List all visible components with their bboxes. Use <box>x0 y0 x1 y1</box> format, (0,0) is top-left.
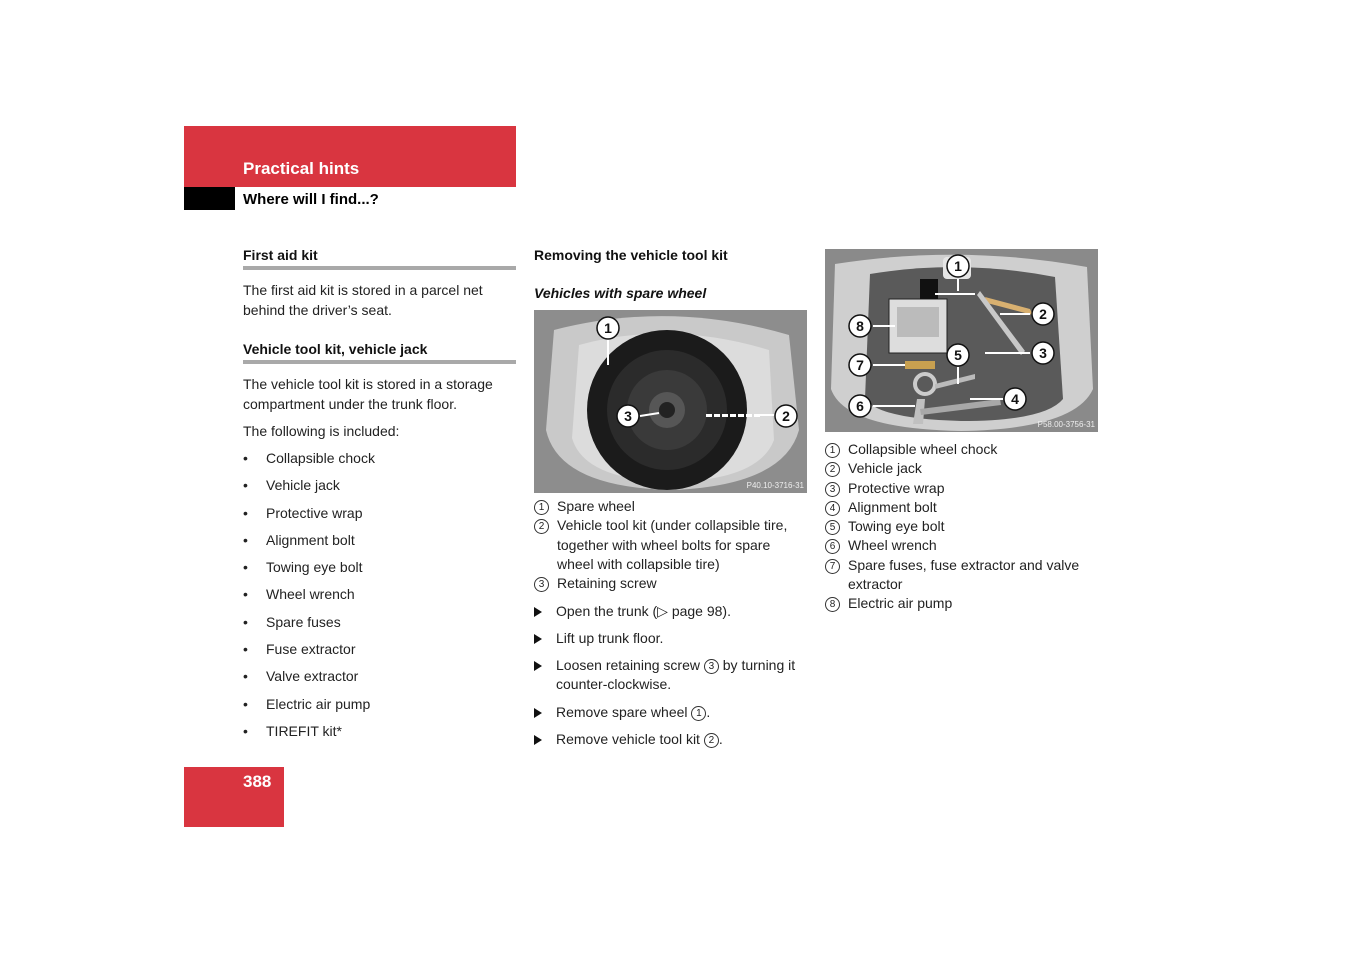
legend-text: Spare wheel <box>557 498 635 514</box>
callout-number: 3 <box>704 659 719 674</box>
legend-text: Electric air pump <box>848 595 953 612</box>
section-title: Practical hints <box>243 159 360 178</box>
included-list <box>243 450 516 750</box>
svg-text:1: 1 <box>954 258 962 274</box>
step-arrow-icon <box>534 735 542 745</box>
callout-number: 2 <box>534 519 549 534</box>
svg-text:7: 7 <box>856 357 864 373</box>
callout-number: 7 <box>825 559 840 574</box>
first-aid-heading: First aid kit <box>243 247 318 263</box>
list-item: • Collapsible chock <box>243 450 516 477</box>
step-arrow-icon <box>534 634 542 644</box>
step-arrow-icon <box>534 661 542 671</box>
image-code: P40.10-3716-31 <box>746 481 804 490</box>
list-item: • Valve extractor <box>243 668 516 695</box>
header-marker <box>184 187 235 210</box>
callout-number: 1 <box>825 443 840 458</box>
legend-text: Vehicle tool kit (under collapsible tire, together with wheel bolts for spare wheel with collapsible tire) <box>557 517 788 572</box>
callout-number: 4 <box>825 501 840 516</box>
legend-text: Retaining screw <box>557 575 657 592</box>
legend-item <box>825 459 1098 478</box>
callout-number: 2 <box>704 733 719 748</box>
svg-text:2: 2 <box>782 408 790 424</box>
svg-text:4: 4 <box>1011 391 1019 407</box>
callout-number: 5 <box>825 520 840 535</box>
step-text: Remove vehicle tool kit 2 . <box>556 731 723 747</box>
step-item <box>534 703 807 722</box>
step-arrow-icon <box>534 708 542 718</box>
list-item: • TIREFIT kit* <box>243 723 516 750</box>
svg-text:3: 3 <box>1039 345 1047 361</box>
legend-item <box>534 516 807 574</box>
legend-text: Vehicle jack <box>848 460 922 477</box>
first-aid-text: The first aid kit is stored in a parcel net behind the driver’s seat. <box>243 282 483 318</box>
heading-rule <box>243 360 516 364</box>
toolkit-text: The vehicle tool kit is stored in a storage compartment under the trunk floor. <box>243 376 493 412</box>
legend-item <box>825 498 1098 517</box>
legend-item <box>825 479 1098 498</box>
step-text: Open the trunk (▷ page 98). <box>556 603 731 619</box>
tool-kit-legend <box>825 440 1098 614</box>
list-item: • Fuse extractor <box>243 641 516 668</box>
svg-text:3: 3 <box>624 408 632 424</box>
list-item: • Spare fuses <box>243 614 516 641</box>
svg-text:5: 5 <box>954 347 962 363</box>
removal-subheading: Vehicles with spare wheel <box>534 285 707 301</box>
removal-heading: Removing the vehicle tool kit <box>534 247 728 263</box>
list-item: • Alignment bolt <box>243 532 516 559</box>
legend-item <box>825 536 1098 555</box>
svg-text:2: 2 <box>1039 306 1047 322</box>
step-item <box>534 730 807 749</box>
spare-wheel-photo <box>534 310 807 493</box>
legend-text: Wheel wrench <box>848 537 937 554</box>
legend-item <box>825 517 1098 536</box>
step-text: Remove spare wheel 1 . <box>556 704 711 720</box>
list-item: • Vehicle jack <box>243 477 516 504</box>
svg-text:6: 6 <box>856 398 864 414</box>
tool-kit-photo <box>825 249 1098 432</box>
legend-item <box>534 497 807 516</box>
legend-text: Spare fuses, fuse extractor and valve extractor <box>848 556 1080 593</box>
image-code: P58.00-3756-31 <box>1037 420 1095 429</box>
callout-number: 3 <box>534 577 549 592</box>
list-item: • Electric air pump <box>243 696 516 723</box>
page-number-tab <box>184 767 284 827</box>
included-text: The following is included: <box>243 423 400 439</box>
step-text: Loosen retaining screw 3 by turning it counter-clockwise. <box>556 657 796 693</box>
legend-item <box>825 594 1098 613</box>
legend-item <box>825 440 1098 459</box>
toolkit-heading: Vehicle tool kit, vehicle jack <box>243 341 428 357</box>
legend-item <box>825 556 1098 595</box>
heading-rule <box>243 266 516 270</box>
callout-number: 1 <box>691 706 706 721</box>
legend-item <box>534 574 807 593</box>
svg-text:8: 8 <box>856 318 864 334</box>
step-item <box>534 656 807 695</box>
legend-text: Towing eye bolt <box>848 518 945 535</box>
legend-text: Alignment bolt <box>848 498 937 515</box>
list-item: • Towing eye bolt <box>243 559 516 586</box>
list-item: • Protective wrap <box>243 505 516 532</box>
step-item <box>534 629 807 648</box>
legend-text: Collapsible wheel chock <box>848 441 998 457</box>
svg-text:1: 1 <box>604 320 612 336</box>
callout-number: 8 <box>825 597 840 612</box>
subsection-title: Where will I find...? <box>243 191 379 208</box>
step-arrow-icon <box>534 607 542 617</box>
spare-wheel-legend <box>534 497 807 593</box>
step-text: Lift up trunk floor. <box>556 630 664 646</box>
step-item <box>534 602 807 621</box>
callout-number: 6 <box>825 539 840 554</box>
callout-number: 2 <box>825 462 840 477</box>
page-number: 388 <box>243 772 272 791</box>
callout-number: 3 <box>825 482 840 497</box>
legend-text: Protective wrap <box>848 479 945 496</box>
callout-number: 1 <box>534 500 549 515</box>
list-item: • Wheel wrench <box>243 586 516 613</box>
